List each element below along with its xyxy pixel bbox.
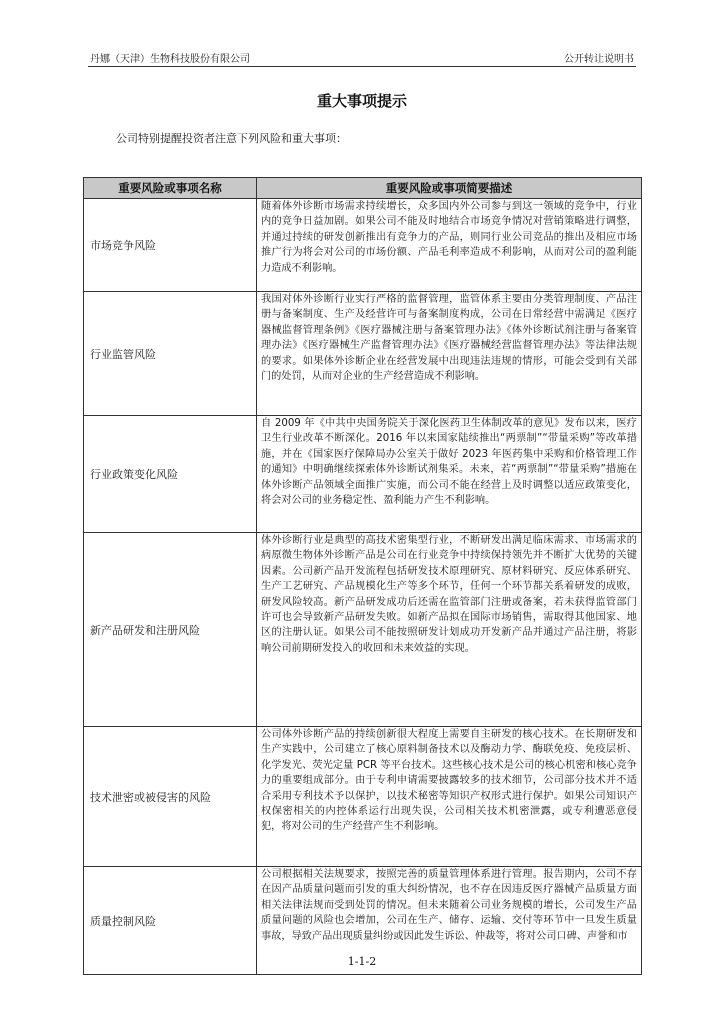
risk-description: 公司体外诊断产品的持续创新很大程度上需要自主研发的核心技术。在长期研发和生产实践中，公司建立了核心原料制备技术以及酶动力学、酶联免疫、免疫层析、化学发光、荧光定量 PCR 等平台技术。这些核心技术是公司的核心机密和核心竞争力的重要组成部分。由于专利申请需要披露较多的技术细节，公司部分技术并不适合采用专利技术予以保护，以技术秘密等知识产权形式进行保护。如果公司知识产权保密相关的内控体系运行出现失误，公司相关技术机密泄露，或专利遭恶意侵犯，将对公司的生产经营产生不利影响。 (257, 727, 642, 867)
risk-description: 自 2009 年《中共中央国务院关于深化医药卫生体制改革的意见》发布以来，医疗卫生行业改革不断深化。2016 年以来国家陆续推出“两票制”“带量采购”等改革措施，并在《国家医疗保障局办公室关于做好 2023 年医药集中采购和价格管理工作的通知》中明确继续探索体外诊断试剂集采。未来，若“两票制”“带量采购”措施在体外诊断产品领域全面推广实施，而公司不能在经营上及时调整以适应政策变化，将会对公司的业务稳定性、盈利能力产生不利影响。 (257, 416, 642, 533)
header-divider (88, 66, 636, 67)
page-number: 1-1-2 (347, 955, 377, 968)
header-document-type: 公开转让说明书 (564, 54, 634, 65)
table-row (84, 292, 642, 416)
column-header-name: 重要风险或事项名称 (84, 178, 257, 199)
risk-name: 行业监管风险 (84, 292, 257, 416)
table-row (84, 416, 642, 533)
table-row (84, 727, 642, 867)
risk-description: 体外诊断行业是典型的高技术密集型行业，不断研发出满足临床需求、市场需求的病原微生物体外诊断产品是公司在行业竞争中持续保持领先并不断扩大优势的关键因素。公司新产品开发流程包括研发技术原理研究、原材料研究、反应体系研究、生产工艺研究、产品规模化生产等多个环节，任何一个环节都关系着研发的成败，研发风险较高。新产品研发成功后还需在监管部门注册或备案，若未获得监管部门许可也会导致新产品研发失败。如新产品拟在国际市场销售，需取得其他国家、地区的注册认证。如果公司不能按照研发计划成功开发新产品并通过产品注册，将影响公司前期研发投入的收回和未来效益的实现。 (257, 533, 642, 727)
table-row (84, 199, 642, 292)
column-header-description: 重要风险或事项简要描述 (257, 178, 642, 199)
page-header (90, 50, 634, 66)
risk-description: 随着体外诊断市场需求持续增长，众多国内外公司参与到这一领域的竞争中，行业内的竞争日益加剧。如果公司不能及时地结合市场竞争情况对营销策略进行调整，并通过持续的研发创新推出有竞争力的产品，则同行业公司竞品的推出及相应市场推广行为将会对公司的市场份额、产品毛利率造成不利影响，从而对公司的盈利能力造成不利影响。 (257, 199, 642, 292)
header-company-name: 丹娜（天津）生物科技股份有限公司 (90, 54, 250, 65)
risk-name: 行业政策变化风险 (84, 416, 257, 533)
risk-description: 我国对体外诊断行业实行严格的监督管理，监管体系主要由分类管理制度、产品注册与备案制度、生产及经营许可与备案制度构成，公司在日常经营中需满足《医疗器械监督管理条例》《医疗器械注册与备案管理办法》《体外诊断试剂注册与备案管理办法》《医疗器械生产监督管理办法》《医疗器械经营监督管理办法》等法律法规的要求。如果体外诊断企业在经营发展中出现违法违规的情形，可能会受到有关部门的处罚，从而对企业的生产经营造成不利影响。 (257, 292, 642, 416)
risk-name: 质量控制风险 (84, 867, 257, 975)
table-row (84, 533, 642, 727)
page-title: 重大事项提示 (316, 92, 407, 110)
risk-table (83, 177, 642, 975)
table-header-row (84, 178, 642, 199)
risk-description-clip: 公司根据相关法规要求，按照完善的质量管理体系进行管理。报告期内，公司不存在因产品质量问题而引发的重大纠纷情况，也不存在因违反医疗器械产品质量方面相关法律法规而受到处罚的情况。但未来随着公司业务规模的增长，公司发生产品质量问题的风险也会增加，公司在生产、储存、运输、交付等环节中一旦发生质量事故，导致产品出现质量纠纷或因此发生诉讼、仲裁等，将对公司口碑、声誉和市 (261, 869, 637, 942)
risk-name: 市场竞争风险 (84, 199, 257, 292)
intro-text: 公司特别提醒投资者注意下列风险和重大事项： (116, 132, 347, 145)
risk-name: 技术泄密或被侵害的风险 (84, 727, 257, 867)
risk-name: 新产品研发和注册风险 (84, 533, 257, 727)
